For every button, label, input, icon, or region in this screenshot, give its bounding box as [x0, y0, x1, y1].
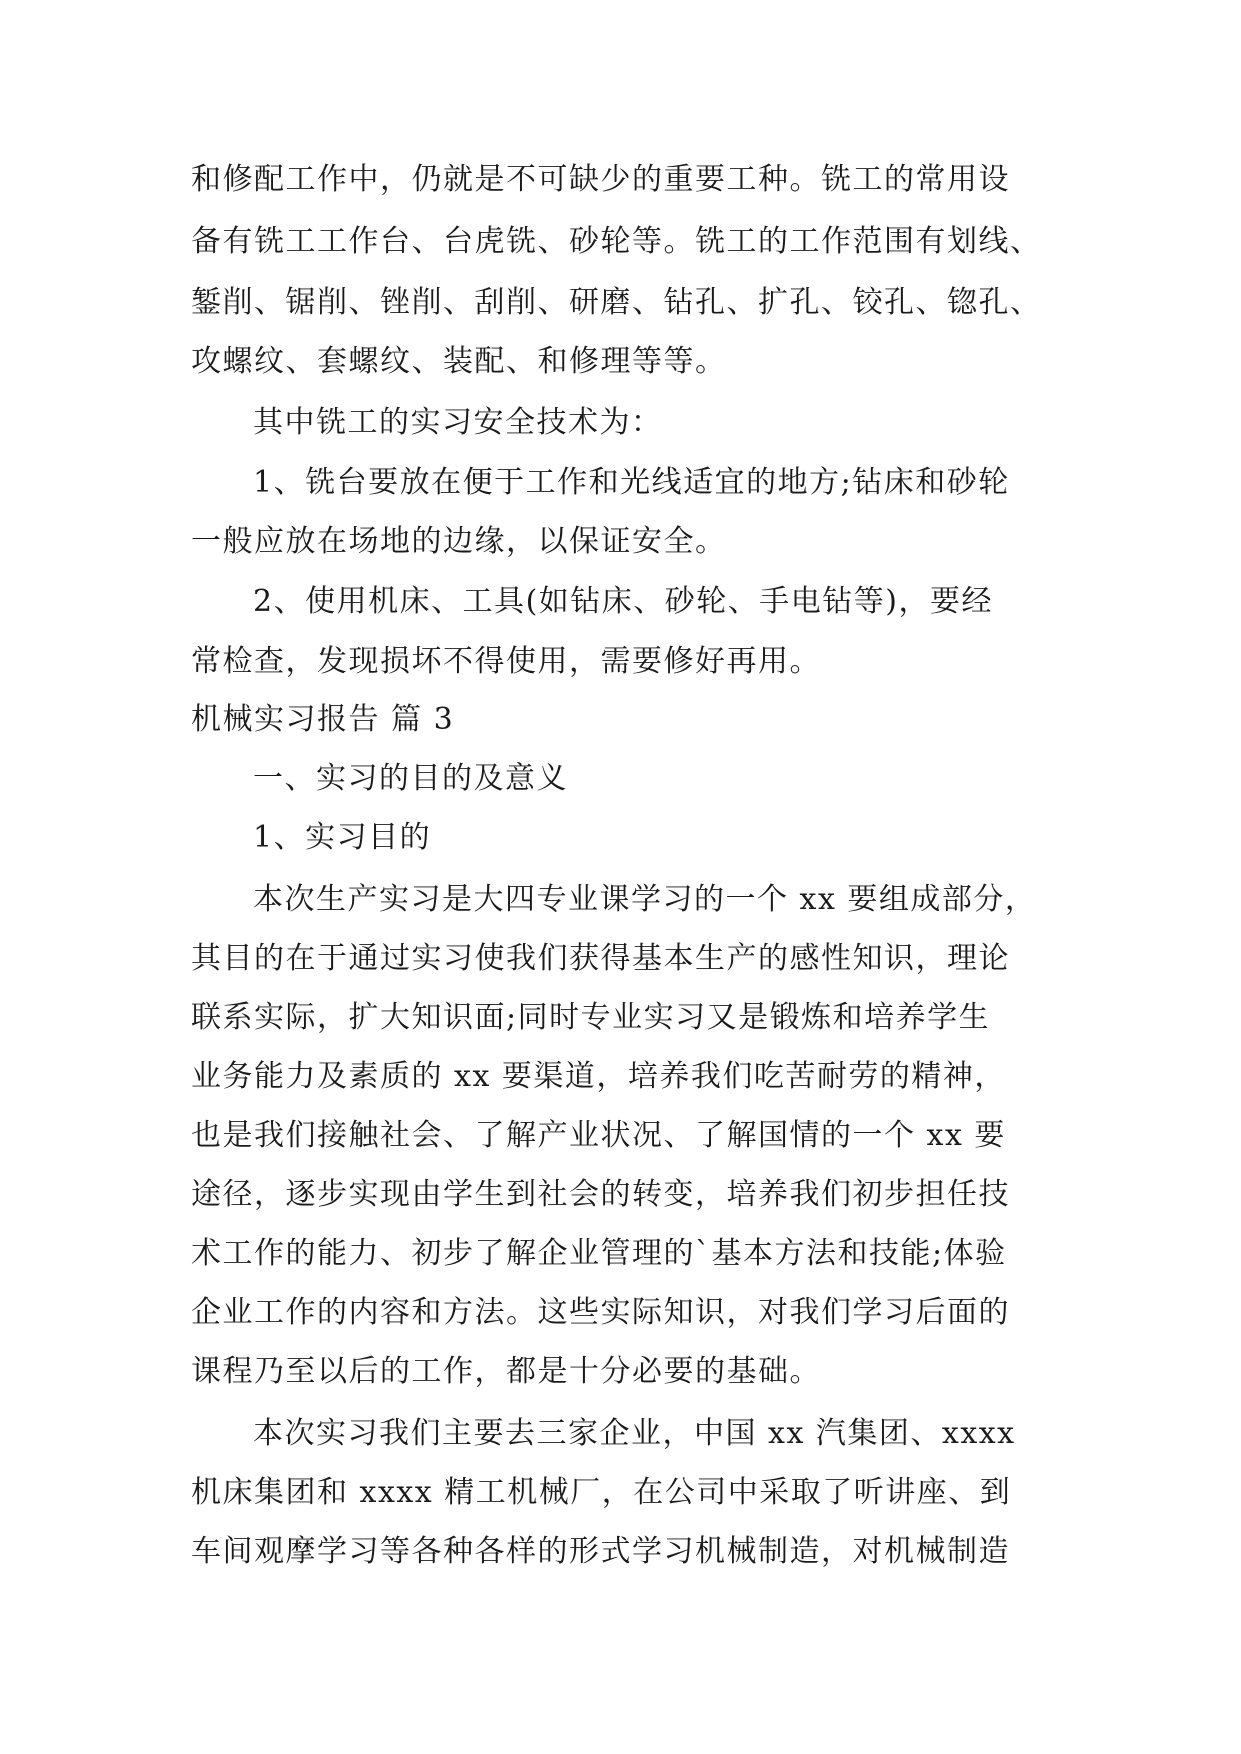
text-line: 联系实际，扩大知识面;同时专业实习又是锻炼和培养学生 [191, 1000, 991, 1035]
text-line: 术工作的能力、初步了解企业管理的`基本方法和技能;体验 [191, 1236, 1007, 1271]
text-line: 本次生产实习是大四专业课学习的一个 xx 要组成部分， [253, 882, 1037, 917]
text-line: 本次实习我们主要去三家企业，中国 xx 汽集团、xxxx [253, 1416, 1016, 1451]
text-line: 业务能力及素质的 xx 要渠道，培养我们吃苦耐劳的精神， [191, 1059, 1006, 1094]
text-line: 常检查，发现损坏不得使用，需要修好再用。 [191, 644, 821, 679]
text-line: 机床集团和 xxxx 精工机械厂，在公司中采取了听讲座、到 [191, 1475, 1012, 1510]
text-line: 课程乃至以后的工作，都是十分必要的基础。 [191, 1354, 821, 1389]
subheading: 1、实习目的 [253, 820, 432, 855]
text-line: 攻螺纹、套螺纹、装配、和修理等等。 [191, 344, 727, 379]
text-line: 2、使用机床、工具(如钻床、砂轮、手电钻等)，要经 [253, 584, 993, 619]
text-line: 途径，逐步实现由学生到社会的转变，培养我们初步担任技 [191, 1177, 1010, 1212]
text-line: 也是我们接触社会、了解产业状况、了解国情的一个 xx 要 [191, 1118, 1006, 1153]
text-line: 一般应放在场地的边缘，以保证安全。 [191, 524, 727, 559]
text-line: 企业工作的内容和方法。这些实际知识，对我们学习后面的 [191, 1295, 1010, 1330]
text-line: 和修配工作中，仍就是不可缺少的重要工种。铣工的常用设 [191, 162, 1010, 197]
text-line: 其目的在于通过实习使我们获得基本生产的感性知识，理论 [191, 941, 1010, 976]
text-line: 备有铣工工作台、台虎铣、砂轮等。铣工的工作范围有划线、 [191, 224, 1042, 259]
text-line: 1、铣台要放在便于工作和光线适宜的地方;钻床和砂轮 [253, 465, 1010, 500]
subheading: 一、实习的目的及意义 [253, 761, 568, 796]
text-line: 其中铣工的实习安全技术为： [253, 405, 663, 440]
text-line: 錾削、锯削、锉削、刮削、研磨、钻孔、扩孔、铰孔、锪孔、 [191, 285, 1042, 320]
text-line: 车间观摩学习等各种各样的形式学习机械制造，对机械制造 [191, 1534, 1010, 1569]
section-heading: 机械实习报告 篇 3 [191, 702, 455, 737]
